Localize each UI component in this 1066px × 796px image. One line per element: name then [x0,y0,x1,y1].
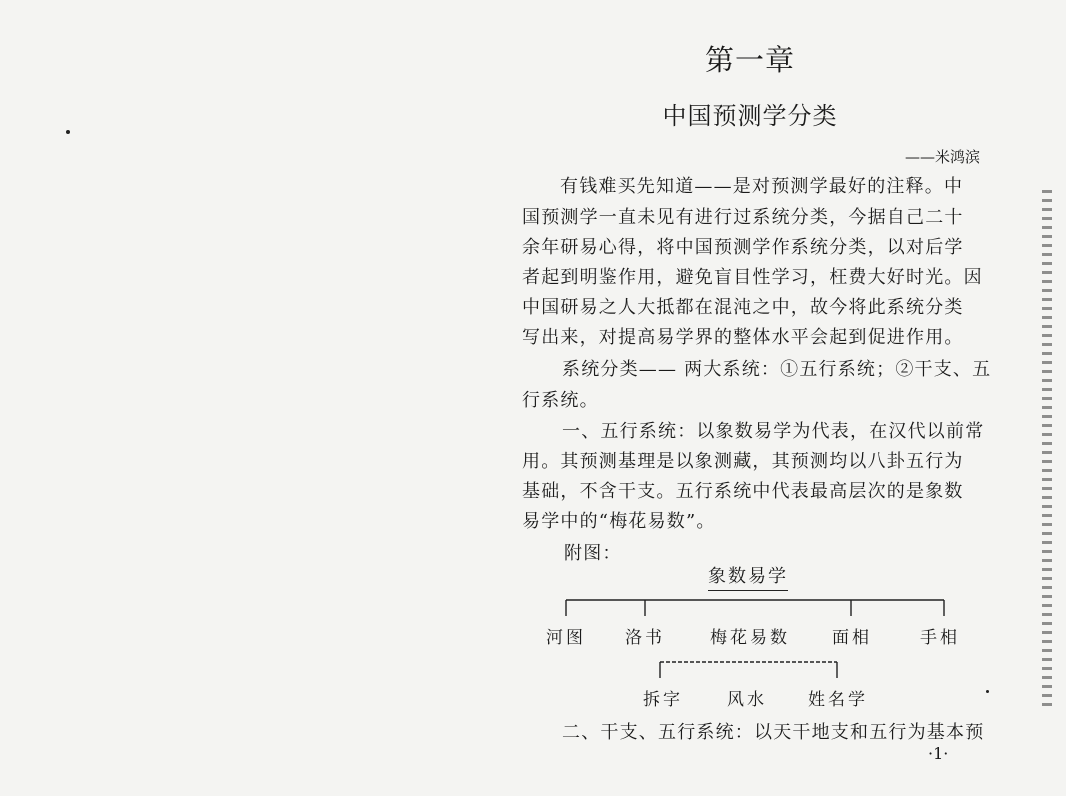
diagram-node: 河图 [546,628,586,648]
text-line: 用。其预测基理是以象测藏，其预测均以八卦五行为 [522,451,964,472]
text-line: 基础，不含干支。五行系统中代表最高层次的是象数 [522,481,964,502]
text-line: 系统分类—— 两大系统：①五行系统；②干支、五 [562,359,992,380]
diagram-node: 梅花易数 [710,628,790,648]
diagram-node: 面相 [832,628,872,648]
text-line: 国预测学一直未见有进行过系统分类，今据自己二十 [522,207,964,228]
chapter-heading: 第一章 [704,43,795,77]
chapter-title: 中国预测学分类 [662,102,838,130]
diagram-node: 手相 [920,628,960,648]
author-name: ——米鸿滨 [904,148,980,166]
text-line: 一、五行系统：以象数易学为代表，在汉代以前常 [562,421,985,442]
text-line: 余年研易心得，将中国预测学作系统分类，以对后学 [522,237,964,258]
diagram-node: 姓名学 [808,690,868,710]
diagram-node: 洛书 [625,628,665,648]
diagram-node: 风水 [727,690,767,710]
text-line: 中国研易之人大抵都在混沌之中，故今将此系统分类 [522,297,964,318]
text-line: 行系统。 [522,390,599,411]
diagram-node: 拆字 [643,690,683,710]
page-number: ·1· [928,744,949,763]
text-line: 有钱难买先知道——是对预测学最好的注释。中 [560,176,964,197]
text-line: 者起到明鉴作用，避免盲目性学习，枉费大好时光。因 [522,267,983,288]
diagram-root: 象数易学 [708,562,788,591]
text-line: 附图： [564,543,622,564]
text-line: 二、干支、五行系统：以天干地支和五行为基本预 [562,722,985,743]
text-line: 易学中的“梅花易数”。 [522,511,716,532]
text-line: 写出来，对提高易学界的整体水平会起到促进作用。 [522,327,964,348]
